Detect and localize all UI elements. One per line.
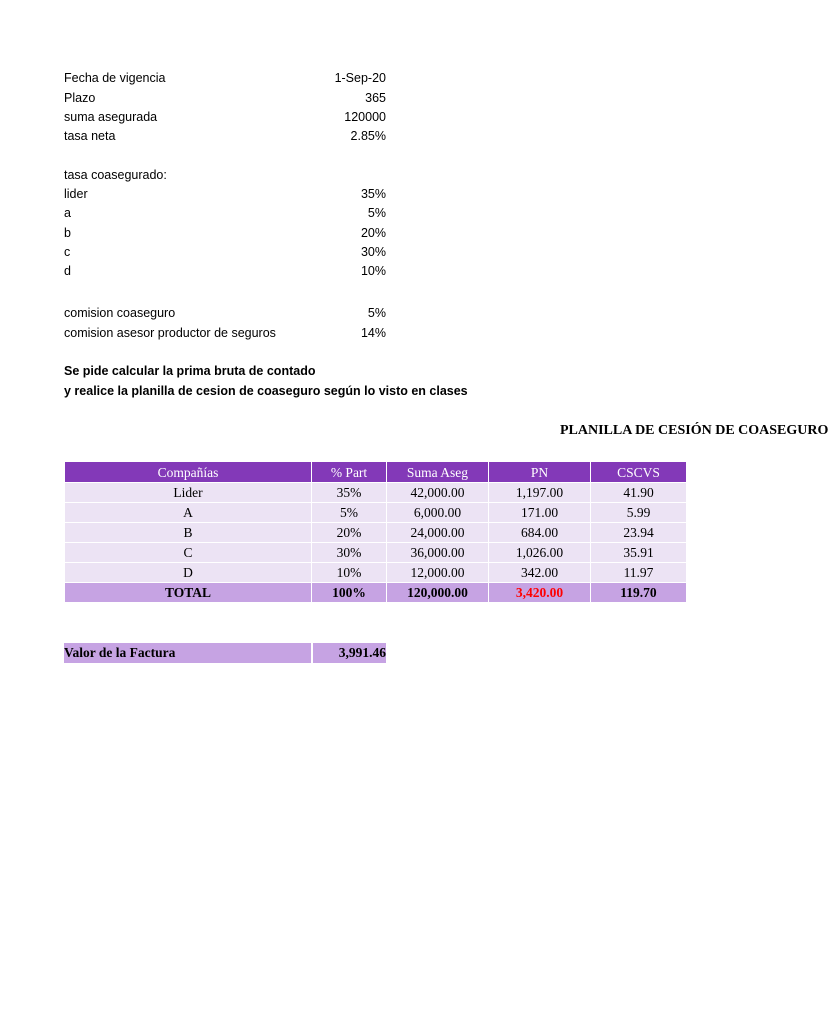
coaseguro-item-label: b (64, 226, 71, 240)
suma-asegurada-row (64, 108, 386, 127)
coaseguro-item-label: d (64, 264, 71, 278)
instruction-line-1: Se pide calcular la prima bruta de contado (64, 364, 316, 378)
valor-factura-value[interactable]: 3,991.46 (313, 643, 386, 663)
comision-coaseguro-row (64, 304, 386, 323)
cell-cscvs[interactable]: 11.97 (591, 563, 687, 583)
cell-cscvs[interactable]: 41.90 (591, 483, 687, 503)
total-label[interactable]: TOTAL (65, 583, 312, 603)
cell-part[interactable]: 30% (312, 543, 387, 563)
table-row (65, 503, 687, 523)
table-row (65, 483, 687, 503)
table-row (65, 523, 687, 543)
cell-pn[interactable]: 342.00 (489, 563, 591, 583)
cell-part[interactable]: 35% (312, 483, 387, 503)
suma-asegurada-value[interactable]: 120000 (344, 110, 386, 124)
coaseguro-item-c (64, 243, 386, 262)
cell-suma-aseg[interactable]: 36,000.00 (387, 543, 489, 563)
tasa-coasegurado-heading: tasa coasegurado: (64, 168, 167, 182)
plazo-value[interactable]: 365 (365, 91, 386, 105)
cell-suma-aseg[interactable]: 24,000.00 (387, 523, 489, 543)
cell-compania[interactable]: Lider (65, 483, 312, 503)
cell-suma-aseg[interactable]: 42,000.00 (387, 483, 489, 503)
plazo-label: Plazo (64, 91, 96, 105)
cell-suma-aseg[interactable]: 12,000.00 (387, 563, 489, 583)
cell-compania[interactable]: D (65, 563, 312, 583)
table-row (65, 543, 687, 563)
header-cscvs[interactable]: CSCVS (591, 462, 687, 483)
comision-coaseguro-value[interactable]: 5% (367, 306, 386, 320)
header-pn[interactable]: PN (489, 462, 591, 483)
cell-pn[interactable]: 1,026.00 (489, 543, 591, 563)
comision-coaseguro-label: comision coaseguro (64, 306, 176, 320)
table-row (65, 563, 687, 583)
cell-pn[interactable]: 684.00 (489, 523, 591, 543)
cell-pn[interactable]: 171.00 (489, 503, 591, 523)
fecha-vigencia-label: Fecha de vigencia (64, 71, 166, 85)
tasa-neta-label: tasa neta (64, 129, 116, 143)
tasa-coasegurado-heading-row (64, 166, 386, 185)
cesion-table (64, 461, 687, 603)
instruction-line-2: y realice la planilla de cesion de coaseguro según lo visto en clases (64, 384, 468, 398)
tasa-neta-value[interactable]: 2.85% (350, 129, 386, 143)
header-suma-aseg[interactable]: Suma Aseg (387, 462, 489, 483)
comision-asesor-row (64, 324, 386, 343)
total-cscvs[interactable]: 119.70 (591, 583, 687, 603)
header-part[interactable]: % Part (312, 462, 387, 483)
fecha-vigencia-row (64, 69, 386, 88)
cell-suma-aseg[interactable]: 6,000.00 (387, 503, 489, 523)
cell-compania[interactable]: C (65, 543, 312, 563)
coaseguro-item-value[interactable]: 5% (367, 206, 386, 220)
coaseguro-item-a (64, 204, 386, 223)
coaseguro-item-d (64, 262, 386, 281)
coaseguro-item-label: c (64, 245, 71, 259)
cell-part[interactable]: 20% (312, 523, 387, 543)
coaseguro-item-b (64, 224, 386, 243)
coaseguro-item-lider (64, 185, 386, 204)
plazo-row (64, 89, 386, 108)
suma-asegurada-label: suma asegurada (64, 110, 158, 124)
header-companias[interactable]: Compañías (65, 462, 312, 483)
coaseguro-item-value[interactable]: 20% (360, 226, 386, 240)
table-total-row (65, 583, 687, 603)
coaseguro-item-label: lider (64, 187, 88, 201)
coaseguro-item-label: a (64, 206, 71, 220)
comision-asesor-label: comision asesor productor de seguros (64, 326, 276, 340)
coaseguro-item-value[interactable]: 35% (360, 187, 386, 201)
coaseguro-item-value[interactable]: 10% (360, 264, 386, 278)
total-pn[interactable]: 3,420.00 (489, 583, 591, 603)
cell-compania[interactable]: A (65, 503, 312, 523)
cell-pn[interactable]: 1,197.00 (489, 483, 591, 503)
table-header-row (65, 462, 687, 483)
tasa-neta-row (64, 127, 386, 146)
cell-cscvs[interactable]: 35.91 (591, 543, 687, 563)
coaseguro-item-value[interactable]: 30% (360, 245, 386, 259)
comision-asesor-value[interactable]: 14% (360, 326, 386, 340)
cell-compania[interactable]: B (65, 523, 312, 543)
cell-cscvs[interactable]: 23.94 (591, 523, 687, 543)
total-part[interactable]: 100% (312, 583, 387, 603)
planilla-title: PLANILLA DE CESIÓN DE COASEGURO (560, 423, 828, 438)
fecha-vigencia-value[interactable]: 1-Sep-20 (334, 71, 386, 85)
cell-part[interactable]: 10% (312, 563, 387, 583)
total-suma-aseg[interactable]: 120,000.00 (387, 583, 489, 603)
cell-cscvs[interactable]: 5.99 (591, 503, 687, 523)
cell-part[interactable]: 5% (312, 503, 387, 523)
valor-factura-label: Valor de la Factura (64, 643, 311, 663)
